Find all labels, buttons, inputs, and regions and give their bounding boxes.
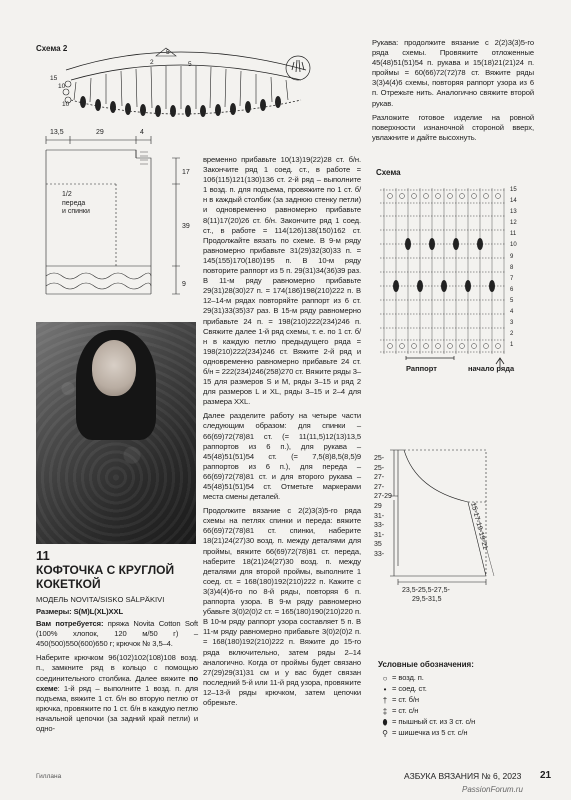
row-num: 5 [510,297,514,304]
row-num: 7 [510,275,514,282]
row-num: 13 [510,209,517,216]
watermark: PassionForum.ru [462,785,523,794]
article-title-line1: КОФТОЧКА С КРУГЛОЙ [36,563,175,577]
sleeve-dim: 35 [374,541,382,549]
pattern-diagram [36,126,216,314]
legend-item [378,728,534,739]
needs-label: Вам потребуется: [36,619,104,629]
sleeve-dim: 27-29 [374,493,392,501]
sleeve-left-dims [374,454,394,560]
col2-paragraph-1: временно прибавьте 10(13)19(22)28 ст. б/н. Закончите ряд 1 соед. ст., в работе = 106(115)121(130)136 ст. 2-й ряд – выполните 1 возд. п. для подъема, провяжите по 1 ст. б/н в каждый столбик (за заднюю стенку петли) и одновременно равномерно прибавьте 8(11)17(20)26 ст. б/н. Закончите ряд 1 соед. ст., в работе = 114(126)138(150)162 ст. Продолжайте вязать по схеме. В 9-м ряду равномерно прибавьте 31(29)32(30)33 п. = 145(155)170(180)195 п. В 10-м ряду повторите раппорт из 5 п. 29(31)34(36)39 раз. В 11-м ряду равномерно прибавьте 29(31)28(30)27 п. = 174(186)198(210)222 п. В 12–14-м рядах повторяйте раппорт из 6 ст. 29(31)33(35)37 раз. В 15-м ряду равномерно прибавьте 24 п. = 198(210)222(234)246 п. Свяжите далее 1-й ряд схемы, т. е. по 1 ст. б/н в каждую петлю предыдущего ряда = 198(210)222(234)246 ст. Вяжите 2-й ряд и одновременно равномерно прибавьте 24 ст. б/н = 222(234)246(258)270 ст. Вяжите ряды 3–15 для размеров S и M, ряды 3–15 и ряд 2 для размеров L и XL, ряды 3–15 и 2–4 для размера XXL. [203,155,361,407]
scheme2-num-5a: 5 [166,49,170,56]
puff-stitch-icon: ⬮ [382,717,388,727]
sleeve-bottom-1: 23,5-25,5-27,5- [402,587,450,594]
sleeve-dim: 25- [374,455,385,462]
footer-left: Гиллана [36,773,62,780]
footer-magazine: АЗБУКА ВЯЗАНИЯ № 6, 2023 [404,771,522,781]
row-num: 14 [510,198,517,205]
pattern-front-label: переда [62,200,86,207]
dim-top-2: 29 [96,129,104,136]
row-num: 12 [510,220,517,227]
legend [378,660,534,739]
p1-rest: : 1-й ряд – выполните 1 возд. п. для подъема, вяжите 1 ст. б/н во вторую петлю от крючка, провяжите по 1 ст. б/н в каждую петлю начальной цепочки (за задний край петли) и одно- [36,683,198,734]
dim-top-3: 4 [140,129,144,136]
row-num: 6 [510,286,514,293]
instructions-paragraph-1 [36,653,198,734]
scheme2-num-10a: 10 [58,83,66,90]
main-scheme [376,168,536,380]
legend-text: = ст. с/н [392,706,419,716]
legend-text: = ст. б/н [392,695,419,705]
row-num: 9 [510,253,514,260]
sleeve-dim: 33- [374,550,385,558]
dim-right-2: 39 [182,223,190,230]
slip-stitch-icon: • [383,685,387,694]
legend-item [378,673,534,684]
scheme2-diagram [36,40,326,120]
dim-top-1: 13,5 [50,129,64,136]
sleeve-dim: 27- [374,483,385,491]
scheme2-num-10b: 10 [62,101,70,108]
scheme-start-label: начало ряда [468,364,515,373]
legend-text: = пышный ст. из 3 ст. с/н [392,717,476,727]
materials-paragraph [36,619,198,649]
scheme-row-numbers [510,185,532,351]
scheme2-block [36,40,326,120]
row-num: 2 [510,331,514,338]
model-photo [36,322,196,544]
double-crochet-icon: ‡ [382,707,388,716]
col3-paragraph-2: Разложите готовое изделие на ровной поверхности изнаночной стороной вверх, увлажните и дайте высохнуть. [372,112,534,142]
sleeve-bottom-2: 29,5-31,5 [412,596,442,603]
needs-value: пряжа Novita Cotton Soft (100% хлопок, 120 м/50 г) – 450(500)550(600)650 г; крючок № 3,5–4. [36,619,198,649]
article-title-line2: КОКЕТКОЙ [36,577,101,591]
sizes-value: S(M)L(XL)XXL [73,607,123,616]
scheme2-num-2: 2 [150,59,154,66]
scheme2-num-5b: 5 [188,61,192,68]
garment-pattern [36,126,216,314]
sleeve-dim: 33-31- [374,522,385,539]
legend-item [378,695,534,706]
sleeve-diag-1: 15-17-19- [469,502,484,534]
sleeve-diag-2: 19-21 [477,531,489,551]
sleeve-bottom-dims [402,586,450,604]
column-2 [203,155,361,712]
row-num: 1 [510,342,514,349]
col2-paragraph-3: Продолжите вязание с 2(2)3(3)5-го ряда схемы на петлях спинки и переда: вяжите 66(69)72(78)81 ст. спинки, наберите 18(21)24(27)30 возд. п. между деталями для проймы, вяжите 66(69)72(78)81 ст. переда, наберите 18(21)24(27)30 возд. п. между деталями для второй проймы, выполните 1 соед. ст. = 168(180)192(210)222 п. Кажите с 3(3)4(4)6-го по 8-й ряды, повторяя 6 п. раппорта узора. В 9-м ряду равномерно убавьте 3(0)2(0)2 ст. = 165(180)190(210)220 п. В 10-м ряду раппорт узора составляет 5 п. В 11-м ряду равномерно прибавьте 3(0)2(0)2 п. = 168(180)192(210)222 п. Вяжите до 15-го ряда включительно, затем ряды 2–14 аналогично. Когда от проймы будет связано 27(29)29(31)31 см и у вас будет связан последний 5-й или 11-й ряд узора, провяжите 12–13-й ряды крючком, затем цепочки обрежьте. [203,506,361,707]
row-num: 15 [510,187,517,193]
sleeve-dim: 25-27- [374,464,385,482]
legend-text: = возд. п. [392,673,424,683]
scheme-rapport-label: Раппорт [406,364,437,373]
legend-item [378,684,534,695]
legend-title: Условные обозначения: [378,660,474,669]
legend-item [378,706,534,717]
row-num: 8 [510,264,514,271]
chain-icon: ○ [382,674,388,683]
p1-bold: по схеме [36,673,198,693]
sleeve-diagram [376,440,536,630]
row-num: 10 [510,242,517,249]
single-crochet-icon: † [382,696,388,705]
legend-item [378,717,534,728]
row-num: 3 [510,320,514,327]
sizes-label: Размеры: [36,607,72,616]
dim-right-3: 9 [182,281,186,288]
scheme-label: Схема [376,168,401,177]
row-num: 4 [510,309,514,316]
sizes-line [36,607,198,617]
column-3 [372,38,534,147]
p1-text: Наберите крючком 96(102)102(108)108 возд. п., замкните ряд в кольцо с помощью соединительного столбика. Далее вяжите [36,653,198,683]
legend-text: = шишечка из 5 ст. с/н [392,728,468,738]
article-model: МОДЕЛЬ NOVITA/SISKO SÄLPÄKIVI [36,595,165,604]
photo-face [92,340,136,396]
sleeve-dim: 31- [374,512,385,520]
legend-text: = соед. ст. [392,684,427,694]
bobble-stitch-icon: ⚲ [382,729,388,738]
article-number: 11 [36,548,50,563]
row-num: 11 [510,231,517,238]
pattern-half-label: 1/2 [62,191,72,198]
dim-right-1: 17 [182,169,190,176]
col3-paragraph-1: Рукава: продолжите вязание с 2(2)3(3)5-го ряда схемы. Провяжите отложенные 45(48)51(51)54 п. рукава и 15(18)21(21)24 п. проймы = 60(66)72(72)78 ст. Вяжите ряды 3(3)4(4)6 схемы, повторяя раппорт узора из 6 п. Отрежьте нить. Аналогично свяжите второй рукав. [372,38,534,108]
sleeve-pattern [376,440,536,630]
col2-paragraph-2: Далее разделите работу на четыре части следующим образом: для спинки – 66(69)72(78)81 ст. (= 11(11,5)12(13)13,5 раппортов из 6 п.), для рукава – 45(48)51(51)54 ст. (= 7,5(8)8,5(8,5)9 раппортов из 6 п.), для переда – 66(69)72(78)81 ст. и для второго рукава – 45(48)51(51)54 ст. Отметьте маркерами места смены деталей. [203,411,361,502]
article-block [36,548,198,738]
page-number: 21 [540,770,552,781]
scheme2-num-15: 15 [50,75,58,82]
sleeve-dim: 29 [374,502,382,510]
scheme2-label: Схема 2 [36,44,68,53]
pattern-back-label: и спинки [62,208,90,215]
